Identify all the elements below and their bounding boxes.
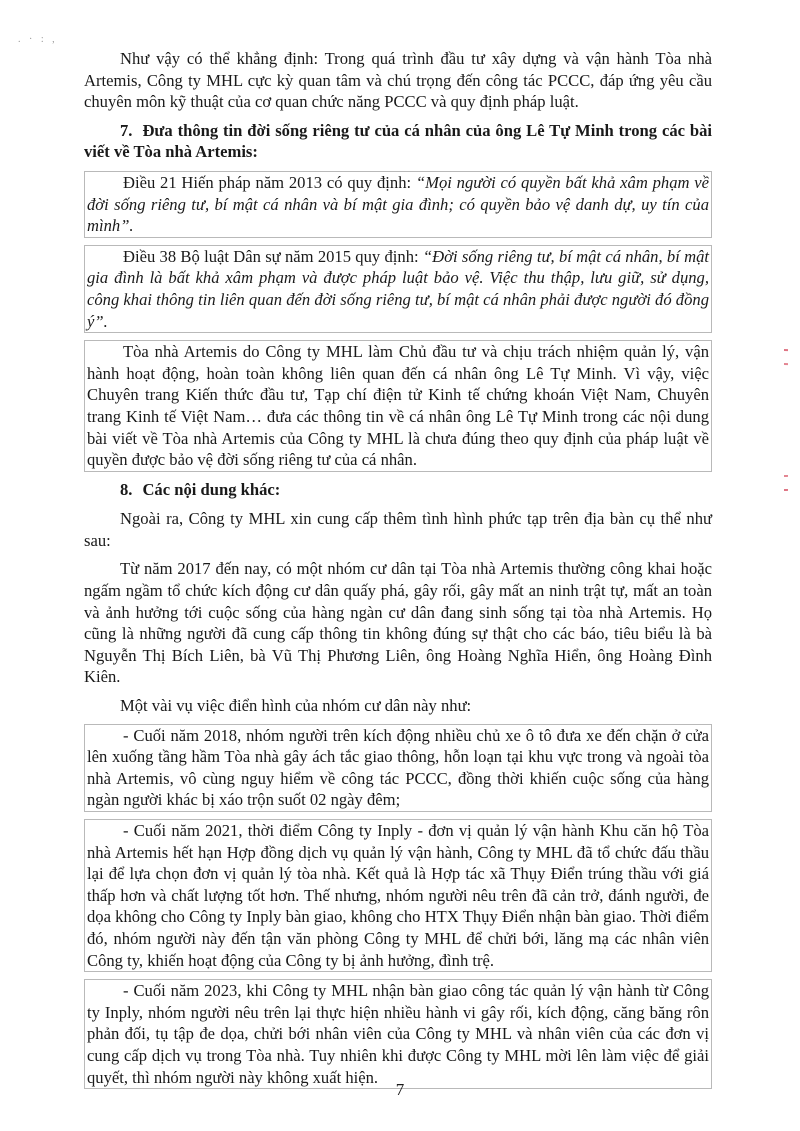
bullet-2018: - Cuối năm 2018, nhóm người trên kích động nhiều chủ xe ô tô đưa xe đến chặn ở cửa lên xuống tầng hầm Tòa nhà gây ách tắc giao thông, hỗn loạn tại khu vực trong và ngoài tòa nhà Artemis, vô cùng nguy hiểm về công tác PCCC, đồng thời khiến cuộc sống của hàng ngàn người khác bị xáo trộn suốt 02 ngày đêm;: [84, 724, 712, 812]
paragraph-mot-vai: Một vài vụ việc điển hình của nhóm cư dân này như:: [120, 696, 472, 716]
section-8-number: 8.: [120, 479, 133, 499]
paragraph-article-38: [84, 245, 712, 333]
article-38-lead: Điều 38 Bộ luật Dân sự năm 2015 quy định:: [123, 246, 423, 266]
article-38-quote: “Đời sống riêng tư, bí mật cá nhân, bí mật gia đình là bất khả xâm phạm và được pháp luật bảo vệ. Việc thu thập, lưu giữ, sử dụng, công khai thông tin liên quan đến đời sống riêng tư, bí mật cá nhân phải được người đó đồng ý”.: [87, 246, 710, 331]
section-7-number: 7.: [120, 120, 133, 140]
section-8-title: Các nội dung khác:: [142, 479, 281, 499]
company-seal-stamp: [698, 340, 788, 500]
paragraph-ngoai-ra: Ngoài ra, Công ty MHL xin cung cấp thêm tình hình phức tạp trên địa bàn cụ thể như sau:: [84, 509, 712, 550]
paragraph-intro: Như vậy có thể khẳng định: Trong quá trình đầu tư xây dựng và vận hành Tòa nhà Artemis, Công ty MHL cực kỳ quan tâm và chú trọng đến công tác PCCC, đáp ứng yêu cầu chuyên môn kỹ thuật của cơ quan chức năng PCCC và quy định pháp luật.: [84, 49, 712, 112]
section-8-heading: [84, 479, 712, 501]
seal-outer-arc: [784, 350, 788, 490]
section-7-heading: [84, 120, 712, 163]
article-21-lead: Điều 21 Hiến pháp năm 2013 có quy định:: [123, 172, 416, 192]
section-7-title: Đưa thông tin đời sống riêng tư của cá nhân của ông Lê Tự Minh trong các bài viết về Tòa nhà Artemis:: [84, 120, 712, 162]
seal-inner-arc: [784, 364, 788, 476]
page-number: 7: [395, 1080, 405, 1099]
paragraph-article-21: [84, 171, 712, 238]
document-body: [84, 48, 712, 1096]
paragraph-tu-nam-2017: Từ năm 2017 đến nay, có một nhóm cư dân tại Tòa nhà Artemis thường công khai hoặc ngấm ngầm tổ chức kích động cư dân quấy phá, gây rối, gây mất an ninh trật tự, mất an toàn và ảnh hưởng tới cuộc sống của hàng ngàn cư dân đang sinh sống tại tòa nhà Artemis. Họ cũng là những người đã cung cấp thông tin không đúng sự thật cho các báo, tiêu biểu là bà Nguyễn Thị Bích Liên, bà Vũ Thị Phương Liên, ông Hoàng Nghĩa Hiển, ông Hoàng Đình Kiên.: [84, 559, 712, 687]
bullet-2023: - Cuối năm 2023, khi Công ty MHL nhận bàn giao công tác quản lý vận hành từ Công ty Inply, nhóm người nêu trên lại thực hiện nhiều hành vi gây rối, kích động, căng băng rôn phản đối, tụ tập đe dọa, chửi bới nhân viên của Công ty MHL và nhân viên của các đơn vị cung cấp dịch vụ trong Tòa nhà. Tuy nhiên khi được Công ty MHL mời lên làm việc để giải quyết, thì nhóm người này không xuất hiện.: [84, 979, 712, 1089]
scan-speck: . · : ,: [18, 34, 58, 45]
bullet-2021: - Cuối năm 2021, thời điểm Công ty Inply - đơn vị quản lý vận hành Khu căn hộ Tòa nhà Artemis hết hạn Hợp đồng dịch vụ quản lý vận hành, Công ty MHL đã tổ chức đấu thầu lại để lựa chọn đơn vị quản lý tòa nhà. Kết quả là Hợp tác xã Thụy Điển trúng thầu với giá thấp hơn và chất lượng tốt hơn. Thế nhưng, nhóm người nêu trên đã cản trở, đánh người, đe dọa không cho Công ty Inply bàn giao, không cho HTX Thụy Điển nhận bàn giao. Thời điểm đó, nhóm người này đến tận văn phòng Công ty MHL để chửi bới, lăng mạ các nhân viên Công ty, khiến hoạt động của Công ty bị ảnh hưởng, đình trệ.: [84, 819, 712, 972]
paragraph-artemis-ownership: Tòa nhà Artemis do Công ty MHL làm Chủ đầu tư và chịu trách nhiệm quản lý, vận hành hoạt động, hoàn toàn không liên quan đến cá nhân ông Lê Tự Minh. Vì vậy, việc Chuyên trang Kiến thức đầu tư, Tạp chí điện tử Kinh tế chứng khoán Việt Nam, Chuyên trang Kinh tế Việt Nam… đưa các thông tin về cá nhân ông Lê Tự Minh trong các nội dung bài viết về Tòa nhà Artemis của Công ty MHL là chưa đúng theo quy định của pháp luật về quyền được bảo vệ đời sống riêng tư của cá nhân.: [84, 340, 712, 472]
article-21-quote: “Mọi người có quyền bất khả xâm phạm về đời sống riêng tư, bí mật cá nhân và bí mật gia đình; có quyền bảo vệ danh dự, uy tín của mình”.: [87, 172, 709, 236]
